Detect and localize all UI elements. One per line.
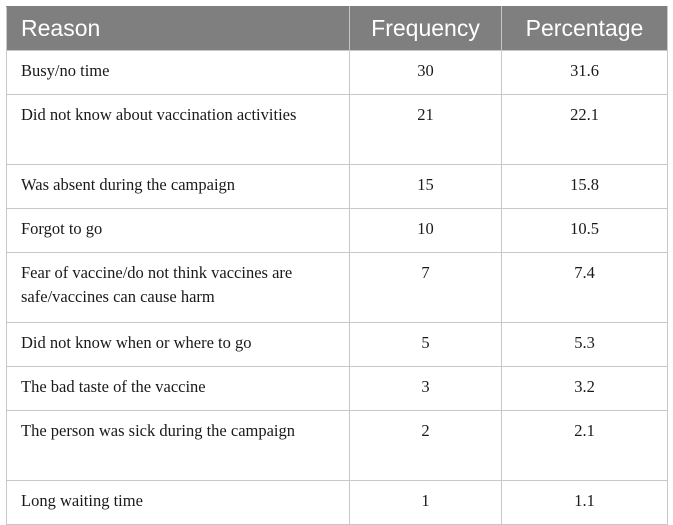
table-row (7, 253, 668, 323)
reason-cell: The bad taste of the vaccine (7, 367, 350, 411)
frequency-cell: 15 (350, 165, 502, 209)
reason-cell: Busy/no time (7, 51, 350, 95)
header-frequency: Frequency (350, 7, 502, 51)
frequency-cell: 7 (350, 253, 502, 323)
frequency-cell: 1 (350, 481, 502, 525)
table-row (7, 51, 668, 95)
table-row (7, 367, 668, 411)
percentage-cell: 3.2 (502, 367, 668, 411)
reason-cell: Did not know about vaccination activities (7, 95, 350, 165)
frequency-cell: 30 (350, 51, 502, 95)
frequency-cell: 21 (350, 95, 502, 165)
frequency-cell: 10 (350, 209, 502, 253)
reason-cell: Was absent during the campaign (7, 165, 350, 209)
header-reason: Reason (7, 7, 350, 51)
table-row (7, 481, 668, 525)
reason-cell: The person was sick during the campaign (7, 411, 350, 481)
table-row (7, 323, 668, 367)
percentage-cell: 22.1 (502, 95, 668, 165)
percentage-cell: 15.8 (502, 165, 668, 209)
percentage-cell: 7.4 (502, 253, 668, 323)
table-row (7, 165, 668, 209)
percentage-cell: 1.1 (502, 481, 668, 525)
table-row (7, 209, 668, 253)
table-row (7, 95, 668, 165)
percentage-cell: 2.1 (502, 411, 668, 481)
percentage-cell: 31.6 (502, 51, 668, 95)
table-header-row (7, 7, 668, 51)
percentage-cell: 10.5 (502, 209, 668, 253)
frequency-cell: 3 (350, 367, 502, 411)
reason-cell: Fear of vaccine/do not think vaccines are safe/vaccines can cause harm (7, 253, 350, 323)
reason-cell: Did not know when or where to go (7, 323, 350, 367)
reason-cell: Forgot to go (7, 209, 350, 253)
frequency-cell: 2 (350, 411, 502, 481)
header-percentage: Percentage (502, 7, 668, 51)
reasons-table (6, 6, 668, 525)
table-row (7, 411, 668, 481)
frequency-cell: 5 (350, 323, 502, 367)
percentage-cell: 5.3 (502, 323, 668, 367)
reason-cell: Long waiting time (7, 481, 350, 525)
